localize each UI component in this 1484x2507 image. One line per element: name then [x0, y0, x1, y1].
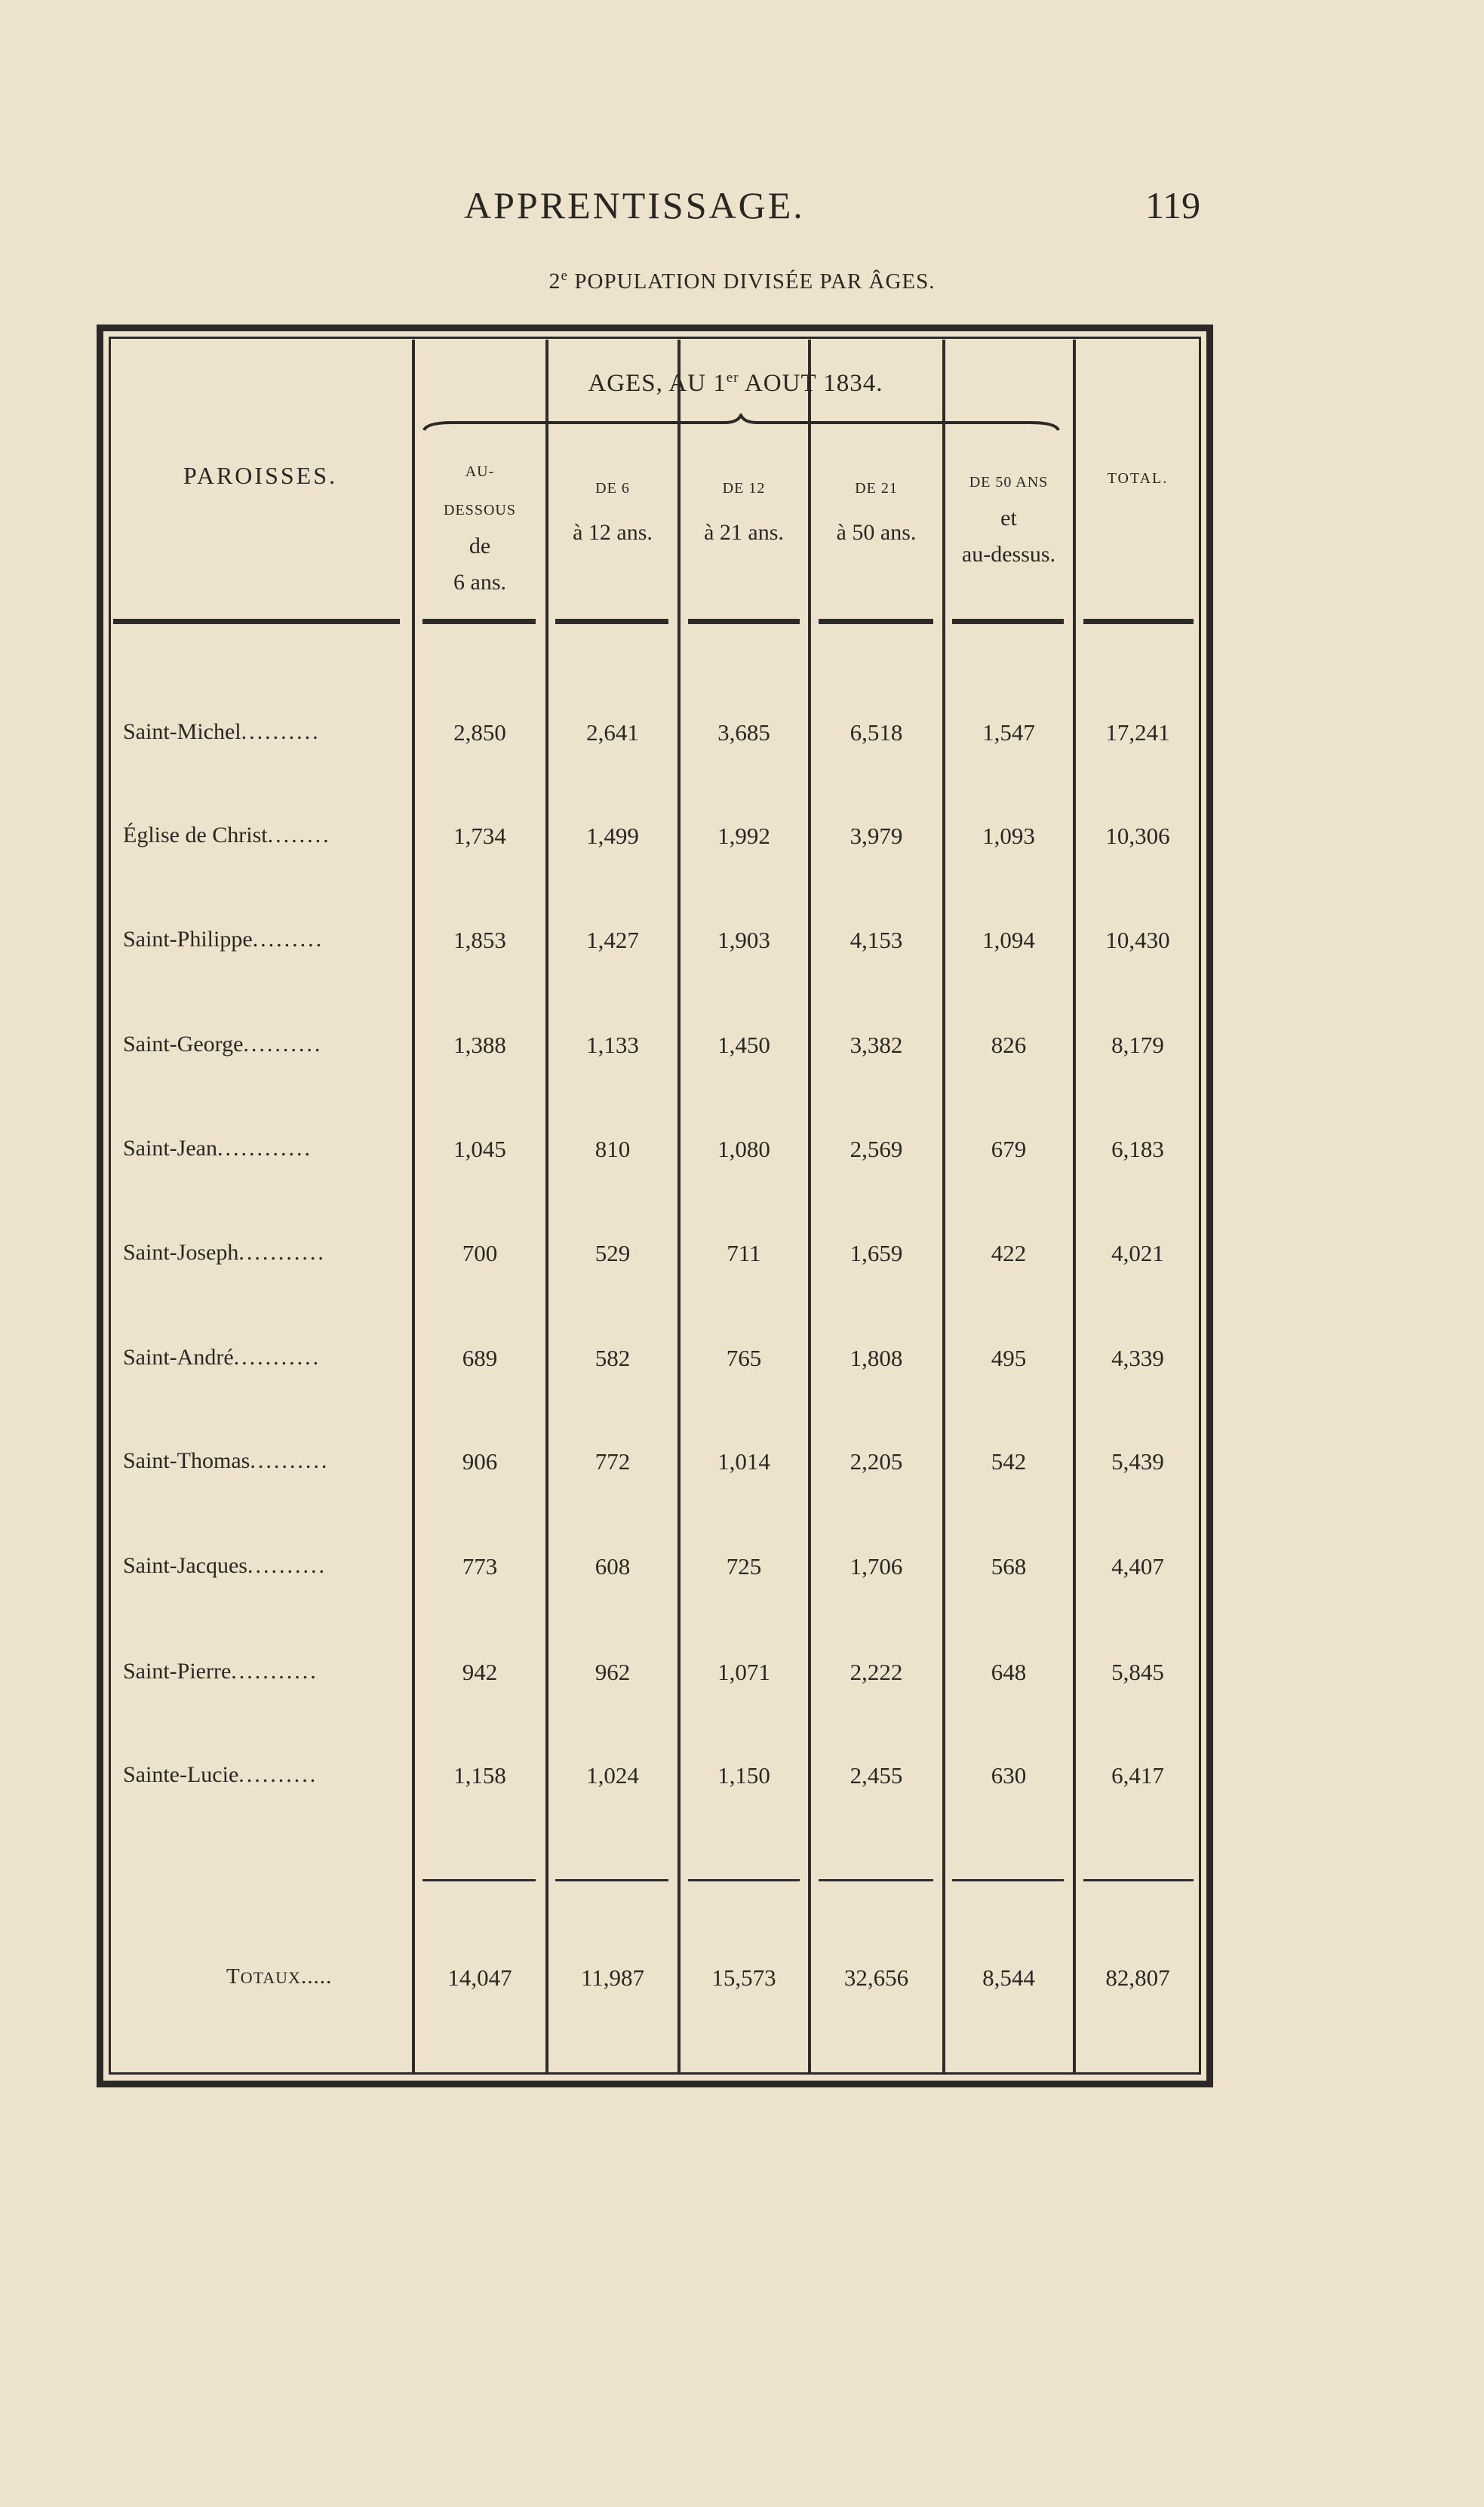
parish-name: Saint-Michel..........: [123, 719, 321, 744]
value-6-12: 1,133: [586, 1032, 639, 1058]
column-header-line: et: [1000, 506, 1017, 531]
totals-rule: [422, 1879, 536, 1881]
value-21-50: 1,659: [850, 1240, 903, 1266]
table-frame-inner: [109, 337, 1201, 2075]
value-50-plus: 495: [991, 1345, 1027, 1371]
column-divider: [545, 340, 548, 2073]
value-total: 4,021: [1111, 1240, 1164, 1266]
value-total: 10,430: [1105, 927, 1170, 953]
value-12-21: 765: [726, 1345, 762, 1371]
total-21-50: 32,656: [843, 1964, 909, 1991]
header-rule: [555, 619, 668, 624]
value-21-50: 1,808: [850, 1345, 903, 1371]
value-50-plus: 679: [991, 1136, 1027, 1162]
parish-name: Saint-Thomas..........: [123, 1448, 330, 1473]
value-under-6: 1,045: [453, 1136, 506, 1162]
ages-header-sup: er: [726, 370, 739, 386]
value-under-6: 906: [462, 1448, 498, 1475]
subtitle-text: POPULATION DIVISÉE PAR ÂGES.: [574, 269, 936, 294]
value-under-6: 942: [462, 1659, 498, 1685]
column-header-line: de: [469, 534, 491, 558]
value-12-21: 1,071: [717, 1659, 770, 1685]
table-row: [0, 1032, 1484, 1077]
table-row: [0, 1345, 1484, 1390]
value-under-6: 689: [462, 1345, 498, 1371]
table-row: [0, 823, 1484, 868]
total-header: TOTAL.: [1107, 470, 1169, 487]
parish-name: Saint-André...........: [123, 1345, 321, 1370]
value-12-21: 1,080: [717, 1136, 770, 1162]
chapter-title: APPRENTISSAGE.: [464, 184, 805, 226]
column-header-line: AU-: [465, 463, 495, 480]
parish-name: Église de Christ........: [123, 823, 331, 847]
column-header-21-50: [811, 468, 942, 551]
value-50-plus: 568: [991, 1553, 1027, 1580]
table-row: [0, 1240, 1484, 1285]
column-header-line: 6 ans.: [453, 570, 506, 595]
value-50-plus: 826: [991, 1032, 1027, 1058]
value-50-plus: 422: [991, 1240, 1027, 1266]
parish-name: Saint-George..........: [123, 1032, 323, 1057]
totals-rule: [688, 1879, 800, 1881]
value-6-12: 582: [595, 1345, 631, 1371]
value-under-6: 700: [462, 1240, 498, 1266]
parish-name: Sainte-Lucie..........: [123, 1762, 318, 1787]
column-divider: [808, 340, 811, 2073]
value-12-21: 1,450: [717, 1032, 770, 1058]
column-header-line: à 50 ans.: [836, 520, 917, 545]
value-50-plus: 542: [991, 1448, 1027, 1475]
value-total: 6,183: [1111, 1136, 1164, 1162]
table-row: [0, 719, 1484, 764]
total-50-plus: 8,544: [982, 1964, 1035, 1991]
column-header-12-21: [681, 468, 807, 551]
value-21-50: 6,518: [850, 719, 903, 746]
header-rule: [819, 619, 933, 624]
value-under-6: 1,158: [453, 1762, 506, 1789]
value-12-21: 1,150: [717, 1762, 770, 1789]
value-50-plus: 1,093: [982, 823, 1035, 849]
value-21-50: 2,205: [850, 1448, 903, 1475]
ages-header: [415, 370, 1056, 398]
value-21-50: 1,706: [850, 1553, 903, 1580]
value-total: 8,179: [1111, 1032, 1164, 1058]
value-12-21: 711: [727, 1240, 761, 1266]
totals-rule: [1083, 1879, 1194, 1881]
subtitle-prefix: 2: [548, 269, 561, 294]
page-number: 119: [1145, 184, 1201, 226]
table-row: [0, 927, 1484, 972]
table-subtitle: [0, 268, 1484, 294]
value-6-12: 772: [595, 1448, 631, 1475]
ages-header-rest: AOUT 1834.: [739, 370, 883, 397]
totals-label: TOTAUX.....: [226, 1964, 333, 1989]
value-21-50: 4,153: [850, 927, 903, 953]
column-header-line: au-dessus.: [961, 542, 1056, 567]
header-rule: [1083, 619, 1194, 624]
header-rule: [113, 619, 400, 624]
value-12-21: 1,014: [717, 1448, 770, 1475]
value-6-12: 1,427: [586, 927, 639, 953]
parish-name: Saint-Philippe.........: [123, 927, 324, 952]
header-rule: [688, 619, 800, 624]
column-header-line: DE 50 ANS: [969, 474, 1049, 491]
value-50-plus: 1,547: [982, 719, 1035, 746]
header-rule: [952, 619, 1064, 624]
table-row: [0, 1762, 1484, 1807]
value-6-12: 810: [595, 1136, 631, 1162]
totals-rule: [555, 1879, 668, 1881]
value-total: 10,306: [1105, 823, 1170, 849]
totals-row: [0, 1964, 1484, 2010]
value-21-50: 3,382: [850, 1032, 903, 1058]
table-row: [0, 1448, 1484, 1493]
total-under-6: 14,047: [447, 1964, 512, 1991]
parish-name: Saint-Jean............: [123, 1136, 312, 1161]
column-header-under-6: [415, 451, 545, 601]
value-total: 17,241: [1105, 719, 1170, 746]
value-under-6: 1,853: [453, 927, 506, 953]
value-6-12: 2,641: [586, 719, 639, 746]
totals-rule: [952, 1879, 1064, 1881]
header-rule: [422, 619, 536, 624]
table-row: [0, 1553, 1484, 1598]
value-12-21: 725: [726, 1553, 762, 1580]
column-header-line: DE 12: [722, 480, 766, 497]
value-total: 5,845: [1111, 1659, 1164, 1685]
column-header-line: à 12 ans.: [573, 520, 653, 545]
column-header-50-plus: [945, 462, 1072, 573]
column-header-line: DESSOUS: [444, 502, 516, 518]
ages-header-text: AGES, AU 1: [588, 370, 727, 397]
value-6-12: 608: [595, 1553, 631, 1580]
value-6-12: 529: [595, 1240, 631, 1266]
column-header-line: à 21 ans.: [704, 520, 784, 545]
parish-name: Saint-Pierre...........: [123, 1659, 318, 1684]
value-6-12: 1,499: [586, 823, 639, 849]
value-12-21: 1,903: [717, 927, 770, 953]
value-total: 4,339: [1111, 1345, 1164, 1371]
column-divider: [1073, 340, 1076, 2073]
value-6-12: 1,024: [586, 1762, 639, 1789]
column-header-line: DE 21: [855, 480, 898, 497]
subtitle-sup: e: [561, 268, 568, 284]
value-under-6: 1,388: [453, 1032, 506, 1058]
value-50-plus: 1,094: [982, 927, 1035, 953]
parish-name: Saint-Joseph...........: [123, 1240, 326, 1265]
parishes-header: PAROISSES.: [183, 462, 337, 489]
value-total: 5,439: [1111, 1448, 1164, 1475]
value-12-21: 3,685: [717, 719, 770, 746]
total-12-21: 15,573: [711, 1964, 776, 1991]
value-total: 6,417: [1111, 1762, 1164, 1789]
value-6-12: 962: [595, 1659, 631, 1685]
ages-brace: [422, 414, 1060, 436]
value-50-plus: 630: [991, 1762, 1027, 1789]
running-head: [0, 183, 1484, 229]
table-row: [0, 1136, 1484, 1181]
value-under-6: 1,734: [453, 823, 506, 849]
table-row: [0, 1659, 1484, 1704]
column-divider: [677, 340, 681, 2073]
value-21-50: 2,455: [850, 1762, 903, 1789]
column-header-line: DE 6: [595, 480, 630, 497]
value-21-50: 2,569: [850, 1136, 903, 1162]
value-21-50: 2,222: [850, 1659, 903, 1685]
value-under-6: 773: [462, 1553, 498, 1580]
parish-name: Saint-Jacques..........: [123, 1553, 327, 1578]
value-under-6: 2,850: [453, 719, 506, 746]
value-total: 4,407: [1111, 1553, 1164, 1580]
grand-total: 82,807: [1105, 1964, 1170, 1991]
value-12-21: 1,992: [717, 823, 770, 849]
column-divider: [942, 340, 945, 2073]
column-header-6-12: [548, 468, 677, 551]
value-21-50: 3,979: [850, 823, 903, 849]
totals-rule: [819, 1879, 933, 1881]
total-6-12: 11,987: [580, 1964, 645, 1991]
value-50-plus: 648: [991, 1659, 1027, 1685]
